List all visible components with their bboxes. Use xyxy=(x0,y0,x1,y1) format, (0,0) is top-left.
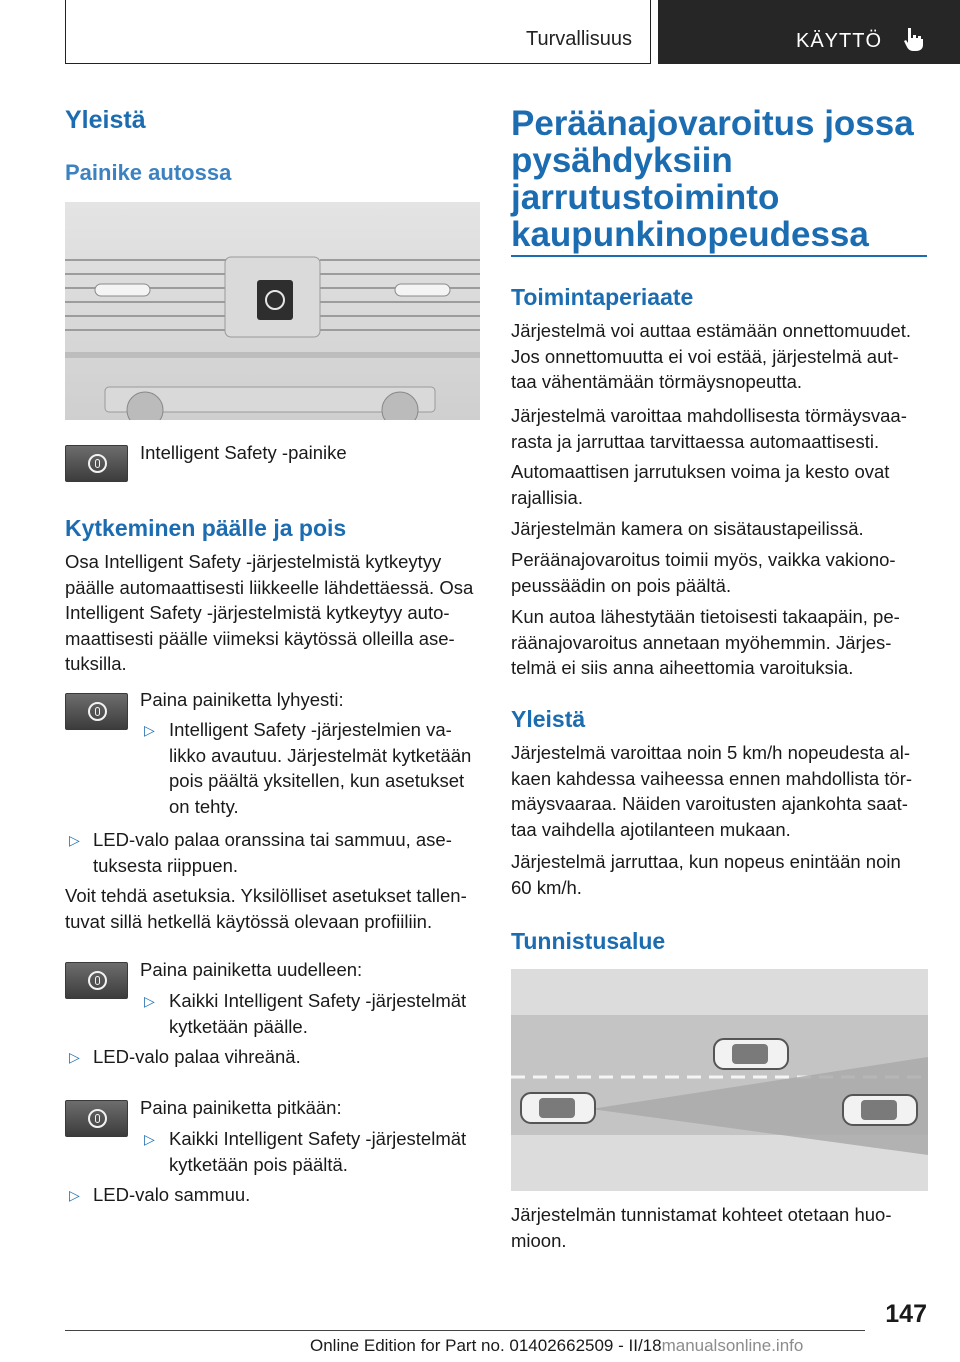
heading-general-left: Yleistä xyxy=(65,106,146,134)
paragraph-principle-4: Järjestelmän kamera on sisätaustapeilissä. xyxy=(511,518,864,539)
heading-general-right: Yleistä xyxy=(511,706,586,732)
bullet-triangle-icon: ▷ xyxy=(144,993,155,1009)
paragraph-principle-2: Järjestelmä varoittaa mahdollisesta törmäysvaa- rasta ja jarruttaa tarvittaessa automaattisesti. xyxy=(511,405,907,452)
title-underline xyxy=(511,255,927,257)
caption-detection-range: Järjestelmän tunnistamat kohteet otetaan huo- mioon. xyxy=(511,1204,892,1251)
pointing-hand-icon xyxy=(902,26,926,52)
step-press-again: Paina painiketta uudelleen: xyxy=(140,959,363,980)
page-number: 147 xyxy=(885,1300,927,1328)
bullet-menu-opens: Intelligent Safety -järjestelmien va- likko avautuu. Järjestelmät kytketään pois päältä yksitellen, kun asetukset on tehty. xyxy=(169,719,472,817)
paragraph-intro: Osa Intelligent Safety -järjestelmistä kytkeytyy päälle automaattisesti liikkeelle lähdettäessä. Osa Intelligent Safety -järjestelmistä kytkeytyy auto- maattisesti päälle viimeksi käytössä olleilla ase- tuksilla. xyxy=(65,551,474,674)
bullet-triangle-icon: ▷ xyxy=(144,1131,155,1147)
paragraph-principle-5: Peräänajovaroitus toimii myös, vaikka vakiono- peussäädin on pois päältä. xyxy=(511,549,896,596)
bullet-triangle-icon: ▷ xyxy=(69,832,80,848)
paragraph-principle-3: Automaattisen jarrutuksen voima ja kesto ovat rajallisia. xyxy=(511,461,890,508)
bullet-triangle-icon: ▷ xyxy=(69,1049,80,1065)
paragraph-principle-1: Järjestelmä voi auttaa estämään onnettomuudet. Jos onnettomuutta ei voi estää, järjestelmä aut- taa vähentämään törmäysnopeutta. xyxy=(511,320,912,392)
heading-detection-range: Tunnistusalue xyxy=(511,928,666,954)
paragraph-general-1: Järjestelmä varoittaa noin 5 km/h nopeudesta al- kaen kahdessa vaiheessa ennen mahdollista tör- mäysvaaraa. Näiden varoitusten ajankohta saat- taa vaihdella ajotilanteen mukaan. xyxy=(511,742,913,840)
bullet-triangle-icon: ▷ xyxy=(144,722,155,738)
paragraph-settings: Voit tehdä asetuksia. Yksilölliset asetukset tallen- tuvat sillä hetkellä käytössä olevaan profiiliin. xyxy=(65,885,467,932)
bullet-all-off: Kaikki Intelligent Safety -järjestelmät kytketään pois päältä. xyxy=(169,1128,467,1175)
detection-range-diagram xyxy=(511,969,928,1191)
bullet-led-orange: LED-valo palaa oranssina tai sammuu, ase- tuksesta riippuen. xyxy=(93,829,452,876)
caption-intelligent-safety-button: Intelligent Safety -painike xyxy=(140,442,347,463)
dashboard-button-photo xyxy=(65,202,480,420)
intelligent-safety-button-icon xyxy=(65,1100,128,1137)
bullet-all-on: Kaikki Intelligent Safety -järjestelmät kytketään päälle. xyxy=(169,990,467,1037)
heading-switch-on-off: Kytkeminen päälle ja pois xyxy=(65,515,347,541)
car-icon xyxy=(714,1039,788,1069)
paragraph-principle-6: Kun autoa lähestytään tietoisesti takaapäin, pe- räänajovaroitus annetaan myöhemmin. Järjes- telmä ei siis anna aiheettomia varoituksia. xyxy=(511,606,900,678)
heading-principle: Toimintaperiaate xyxy=(511,284,694,310)
subheading-button-in-car: Painike autossa xyxy=(65,160,232,185)
paragraph-general-2: Järjestelmä jarruttaa, kun nopeus enintään noin 60 km/h. xyxy=(511,851,901,898)
bullet-led-off: LED-valo sammuu. xyxy=(93,1184,251,1205)
bullet-led-green: LED-valo palaa vihreänä. xyxy=(93,1046,301,1067)
header-section-title: Turvallisuus xyxy=(526,28,632,50)
intelligent-safety-button-icon xyxy=(65,693,128,730)
step-short-press: Paina painiketta lyhyesti: xyxy=(140,689,344,710)
bullet-triangle-icon: ▷ xyxy=(69,1187,80,1203)
header-chapter-tab xyxy=(658,0,960,64)
header-frame xyxy=(65,0,651,64)
header-chapter-label: KÄYTTÖ xyxy=(796,30,883,52)
car-icon xyxy=(521,1093,595,1123)
step-long-press: Paina painiketta pitkään: xyxy=(140,1097,342,1118)
car-icon xyxy=(843,1095,917,1125)
intelligent-safety-button-icon xyxy=(65,962,128,999)
section-title: Peräänajovaroitus jossa pysähdyksiin jarrutustoiminto kaupunkinopeudessa xyxy=(511,104,914,254)
footer-rule xyxy=(65,1330,865,1331)
footer-edition: Online Edition for Part no. 01402662509 - II/18manualsonline.info xyxy=(310,1336,804,1355)
intelligent-safety-button-icon xyxy=(65,445,128,482)
